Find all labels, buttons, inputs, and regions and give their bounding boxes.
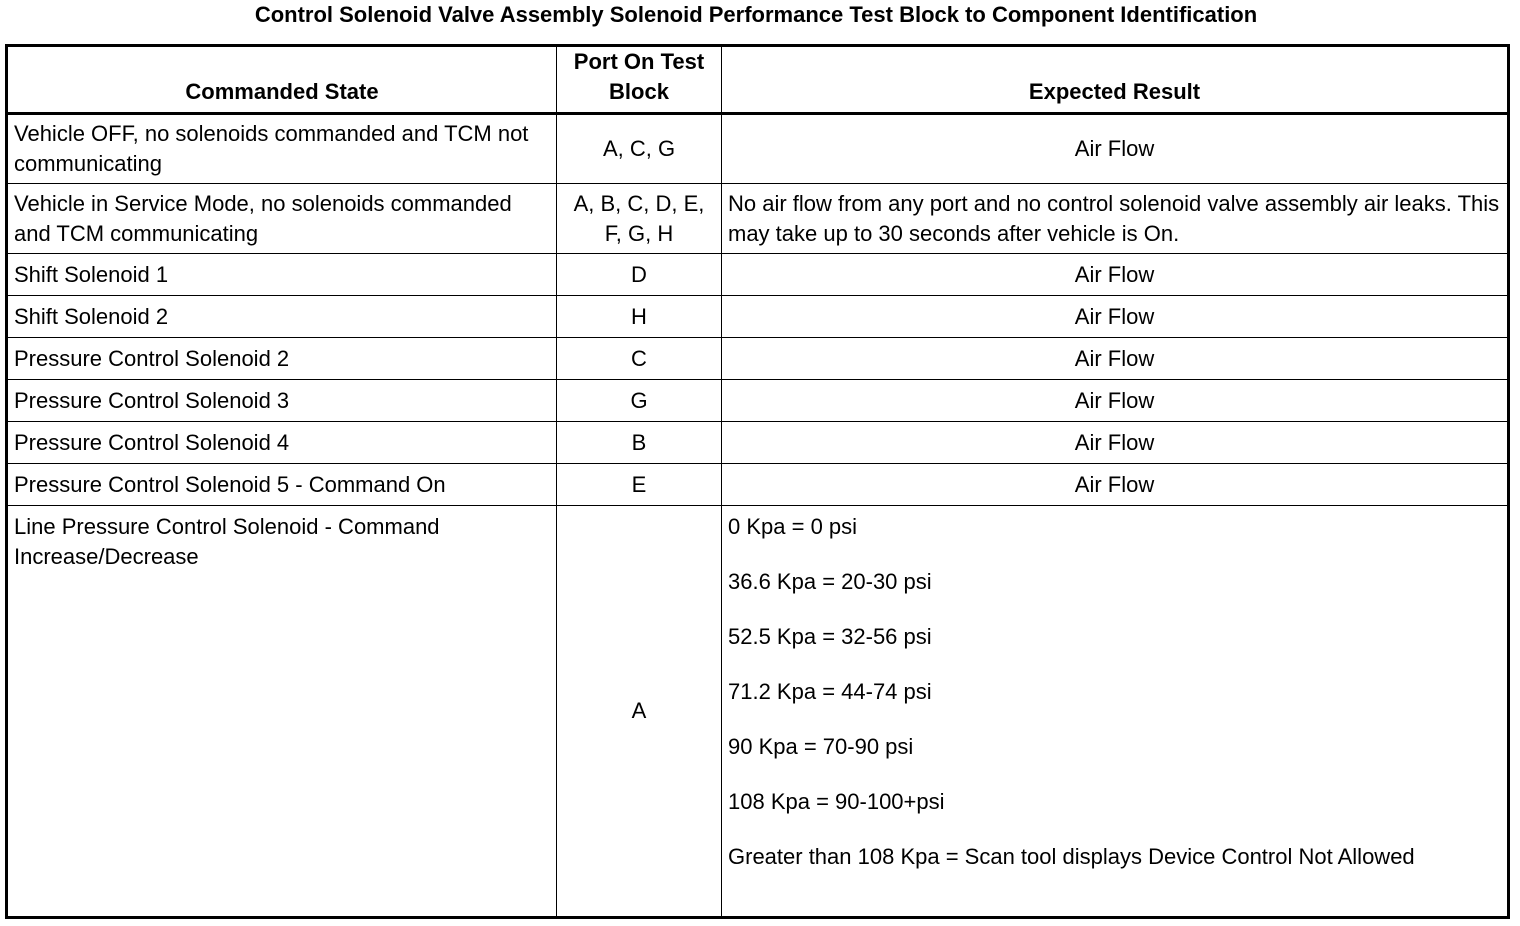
- cell-expected-result: Air Flow: [722, 296, 1509, 338]
- cell-expected-result: No air flow from any port and no control solenoid valve assembly air leaks. This may take up to 30 seconds after vehicle is On.: [722, 184, 1509, 254]
- cell-expected-result: Air Flow: [722, 464, 1509, 506]
- table-body: [7, 114, 1509, 918]
- header-commanded-state: Commanded State: [7, 46, 557, 114]
- header-port-on-test-block: Port On Test Block: [557, 46, 722, 114]
- table-row-line-pressure: [7, 506, 1509, 918]
- pressure-result-line: 108 Kpa = 90-100+psi: [728, 789, 945, 814]
- page-title: Control Solenoid Valve Assembly Solenoid Performance Test Block to Component Identification: [254, 2, 1258, 27]
- cell-port: A: [557, 506, 722, 918]
- table-row: [7, 184, 1509, 254]
- cell-commanded-state: Pressure Control Solenoid 5 - Command On: [7, 464, 557, 506]
- pressure-result-line: 90 Kpa = 70-90 psi: [728, 734, 914, 759]
- cell-commanded-state: Line Pressure Control Solenoid - Command Increase/Decrease: [7, 506, 557, 918]
- cell-commanded-state: Pressure Control Solenoid 2: [7, 338, 557, 380]
- cell-commanded-state: Vehicle OFF, no solenoids commanded and TCM not communicating: [7, 114, 557, 184]
- cell-commanded-state: Vehicle in Service Mode, no solenoids commanded and TCM communicating: [7, 184, 557, 254]
- table-row: [7, 296, 1509, 338]
- cell-expected-result: Air Flow: [722, 254, 1509, 296]
- cell-port: G: [557, 380, 722, 422]
- pressure-result-line: 36.6 Kpa = 20-30 psi: [728, 569, 932, 594]
- cell-port: D: [557, 254, 722, 296]
- table-row: [7, 254, 1509, 296]
- cell-commanded-state: Shift Solenoid 1: [7, 254, 557, 296]
- table-row: [7, 338, 1509, 380]
- table-row: [7, 380, 1509, 422]
- pressure-result-line: 0 Kpa = 0 psi: [728, 514, 858, 539]
- cell-commanded-state: Shift Solenoid 2: [7, 296, 557, 338]
- header-row: [7, 46, 1509, 114]
- cell-port: A, B, C, D, E, F, G, H: [557, 184, 722, 254]
- table-header: [7, 46, 1509, 114]
- pressure-result-line: Greater than 108 Kpa = Scan tool displays Device Control Not Allowed: [728, 844, 1415, 869]
- pressure-result-line: 52.5 Kpa = 32-56 psi: [728, 624, 932, 649]
- cell-port: C: [557, 338, 722, 380]
- header-expected-result: Expected Result: [722, 46, 1509, 114]
- cell-port: B: [557, 422, 722, 464]
- cell-commanded-state: Pressure Control Solenoid 3: [7, 380, 557, 422]
- solenoid-performance-table: [5, 44, 1510, 919]
- table-row: [7, 464, 1509, 506]
- cell-expected-result: Air Flow: [722, 422, 1509, 464]
- cell-port: A, C, G: [557, 114, 722, 184]
- table-row: [7, 422, 1509, 464]
- pressure-result-line: 71.2 Kpa = 44-74 psi: [728, 679, 932, 704]
- cell-expected-result: Air Flow: [722, 338, 1509, 380]
- cell-port: H: [557, 296, 722, 338]
- cell-expected-result: Air Flow: [722, 380, 1509, 422]
- cell-commanded-state: Pressure Control Solenoid 4: [7, 422, 557, 464]
- cell-expected-result: Air Flow: [722, 114, 1509, 184]
- cell-port: E: [557, 464, 722, 506]
- table-row: [7, 114, 1509, 184]
- cell-pressure-results: [722, 506, 1509, 918]
